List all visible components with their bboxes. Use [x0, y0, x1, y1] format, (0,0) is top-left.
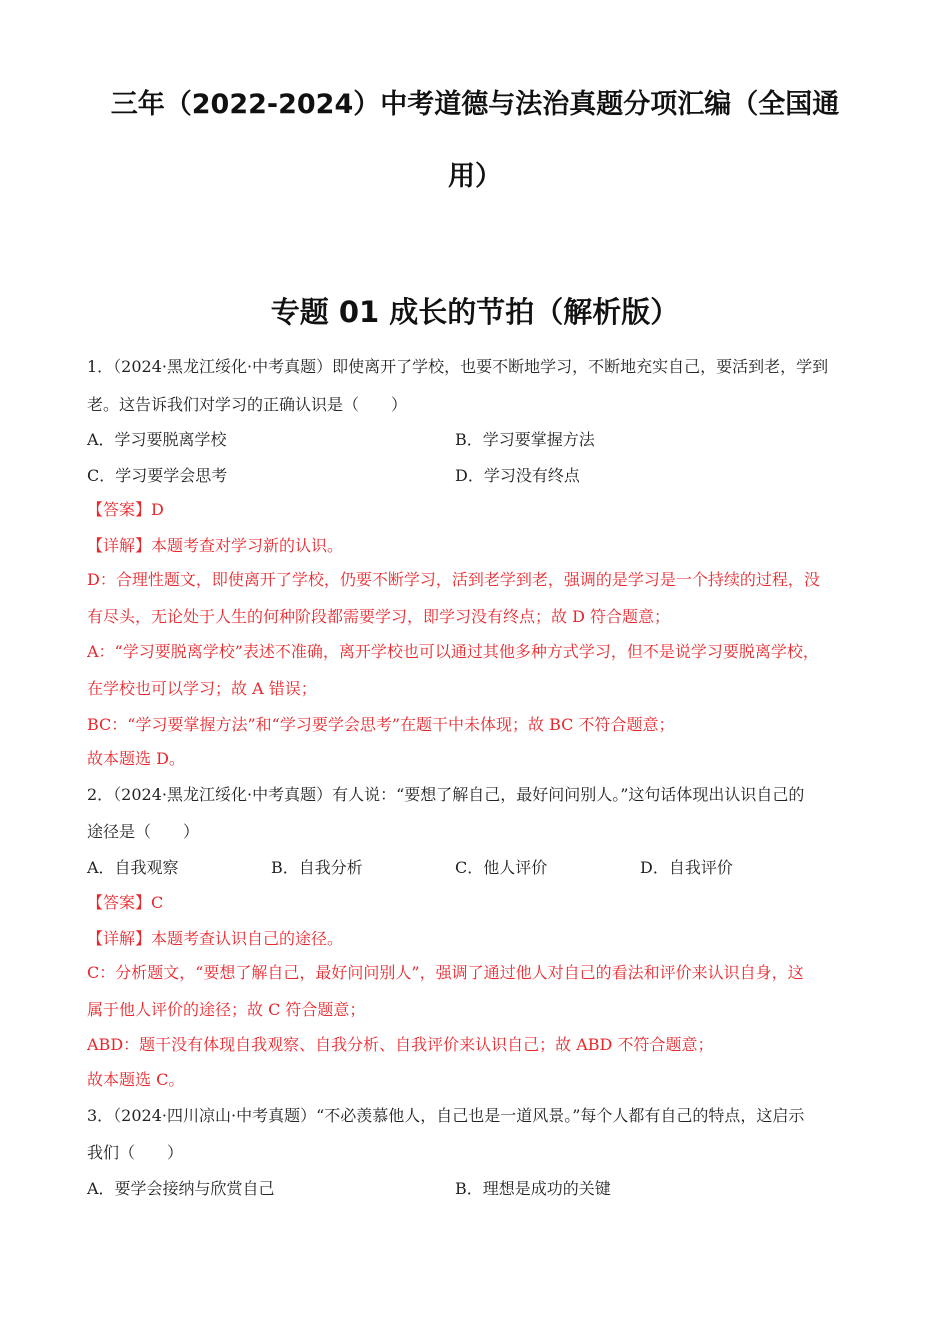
q2-detail: 【详解】本题考查认识自己的途径。: [87, 929, 344, 948]
q1-explain-line1: D：合理性题文，即使离开了学校，仍要不断学习，活到老学到老，强调的是学习是一个持续的过程，没: [87, 570, 820, 589]
q1-option-b: B．学习要掌握方法: [455, 430, 595, 449]
q1-explain-line4: 在学校也可以学习；故 A 错误；: [87, 679, 317, 698]
q3-stem-line1: 3．（2024·四川凉山·中考真题）“不必羡慕他人，自己也是一道风景。”每个人都有自己的特点，这启示: [87, 1106, 805, 1125]
q1-option-c: C．学习要学会思考: [87, 466, 228, 485]
q2-explain-line3: ABD：题干没有体现自我观察、自我分析、自我评价来认识自己；故 ABD 不符合题意；: [87, 1035, 714, 1054]
q1-detail: 【详解】本题考查对学习新的认识。: [87, 536, 344, 555]
q1-explain-line3: A：“学习要脱离学校”表述不准确，离开学校也可以通过其他多种方式学习，但不是说学习要脱离学校，: [87, 642, 819, 661]
q3-stem-line2: 我们（ ）: [87, 1143, 184, 1162]
q2-option-d: D．自我评价: [640, 858, 733, 877]
document-title-line2: 用）: [448, 161, 502, 192]
q2-explain-line1: C：分析题文，“要想了解自己，最好问问别人”，强调了通过他人对自己的看法和评价来认识自身，这: [87, 963, 804, 982]
q2-stem-line2: 途径是（ ）: [87, 822, 200, 841]
q3-option-b: B．理想是成功的关键: [455, 1179, 611, 1198]
q2-explain-line4: 故本题选 C。: [87, 1070, 185, 1089]
q1-answer: 【答案】D: [87, 500, 164, 519]
section-subtitle: 专题 01 成长的节拍（解析版）: [270, 295, 680, 329]
q1-option-d: D．学习没有终点: [455, 466, 580, 485]
q3-option-a: A．要学会接纳与欣赏自己: [87, 1179, 275, 1198]
q1-option-a: A．学习要脱离学校: [87, 430, 227, 449]
q2-explain-line2: 属于他人评价的途径；故 C 符合题意；: [87, 1000, 366, 1019]
q1-stem-line2: 老。这告诉我们对学习的正确认识是（ ）: [87, 395, 408, 414]
q2-option-c: C．他人评价: [455, 858, 548, 877]
document-title-line1: 三年（2022-2024）中考道德与法治真题分项汇编（全国通: [110, 89, 840, 120]
q2-option-b: B．自我分析: [271, 858, 363, 877]
q2-option-a: A．自我观察: [87, 858, 179, 877]
q1-explain-line2: 有尽头，无论处于人生的何种阶段都需要学习，即学习没有终点；故 D 符合题意；: [87, 607, 671, 626]
q2-stem-line1: 2．（2024·黑龙江绥化·中考真题）有人说：“要想了解自己，最好问问别人。”这句话体现出认识自己的: [87, 785, 805, 804]
q1-explain-line5: BC：“学习要掌握方法”和“学习要学会思考”在题干中未体现；故 BC 不符合题意；: [87, 715, 675, 734]
q1-explain-line6: 故本题选 D。: [87, 749, 185, 768]
q1-stem-line1: 1．（2024·黑龙江绥化·中考真题）即使离开了学校，也要不断地学习，不断地充实自己，要活到老，学到: [87, 357, 829, 376]
q2-answer: 【答案】C: [87, 893, 164, 912]
